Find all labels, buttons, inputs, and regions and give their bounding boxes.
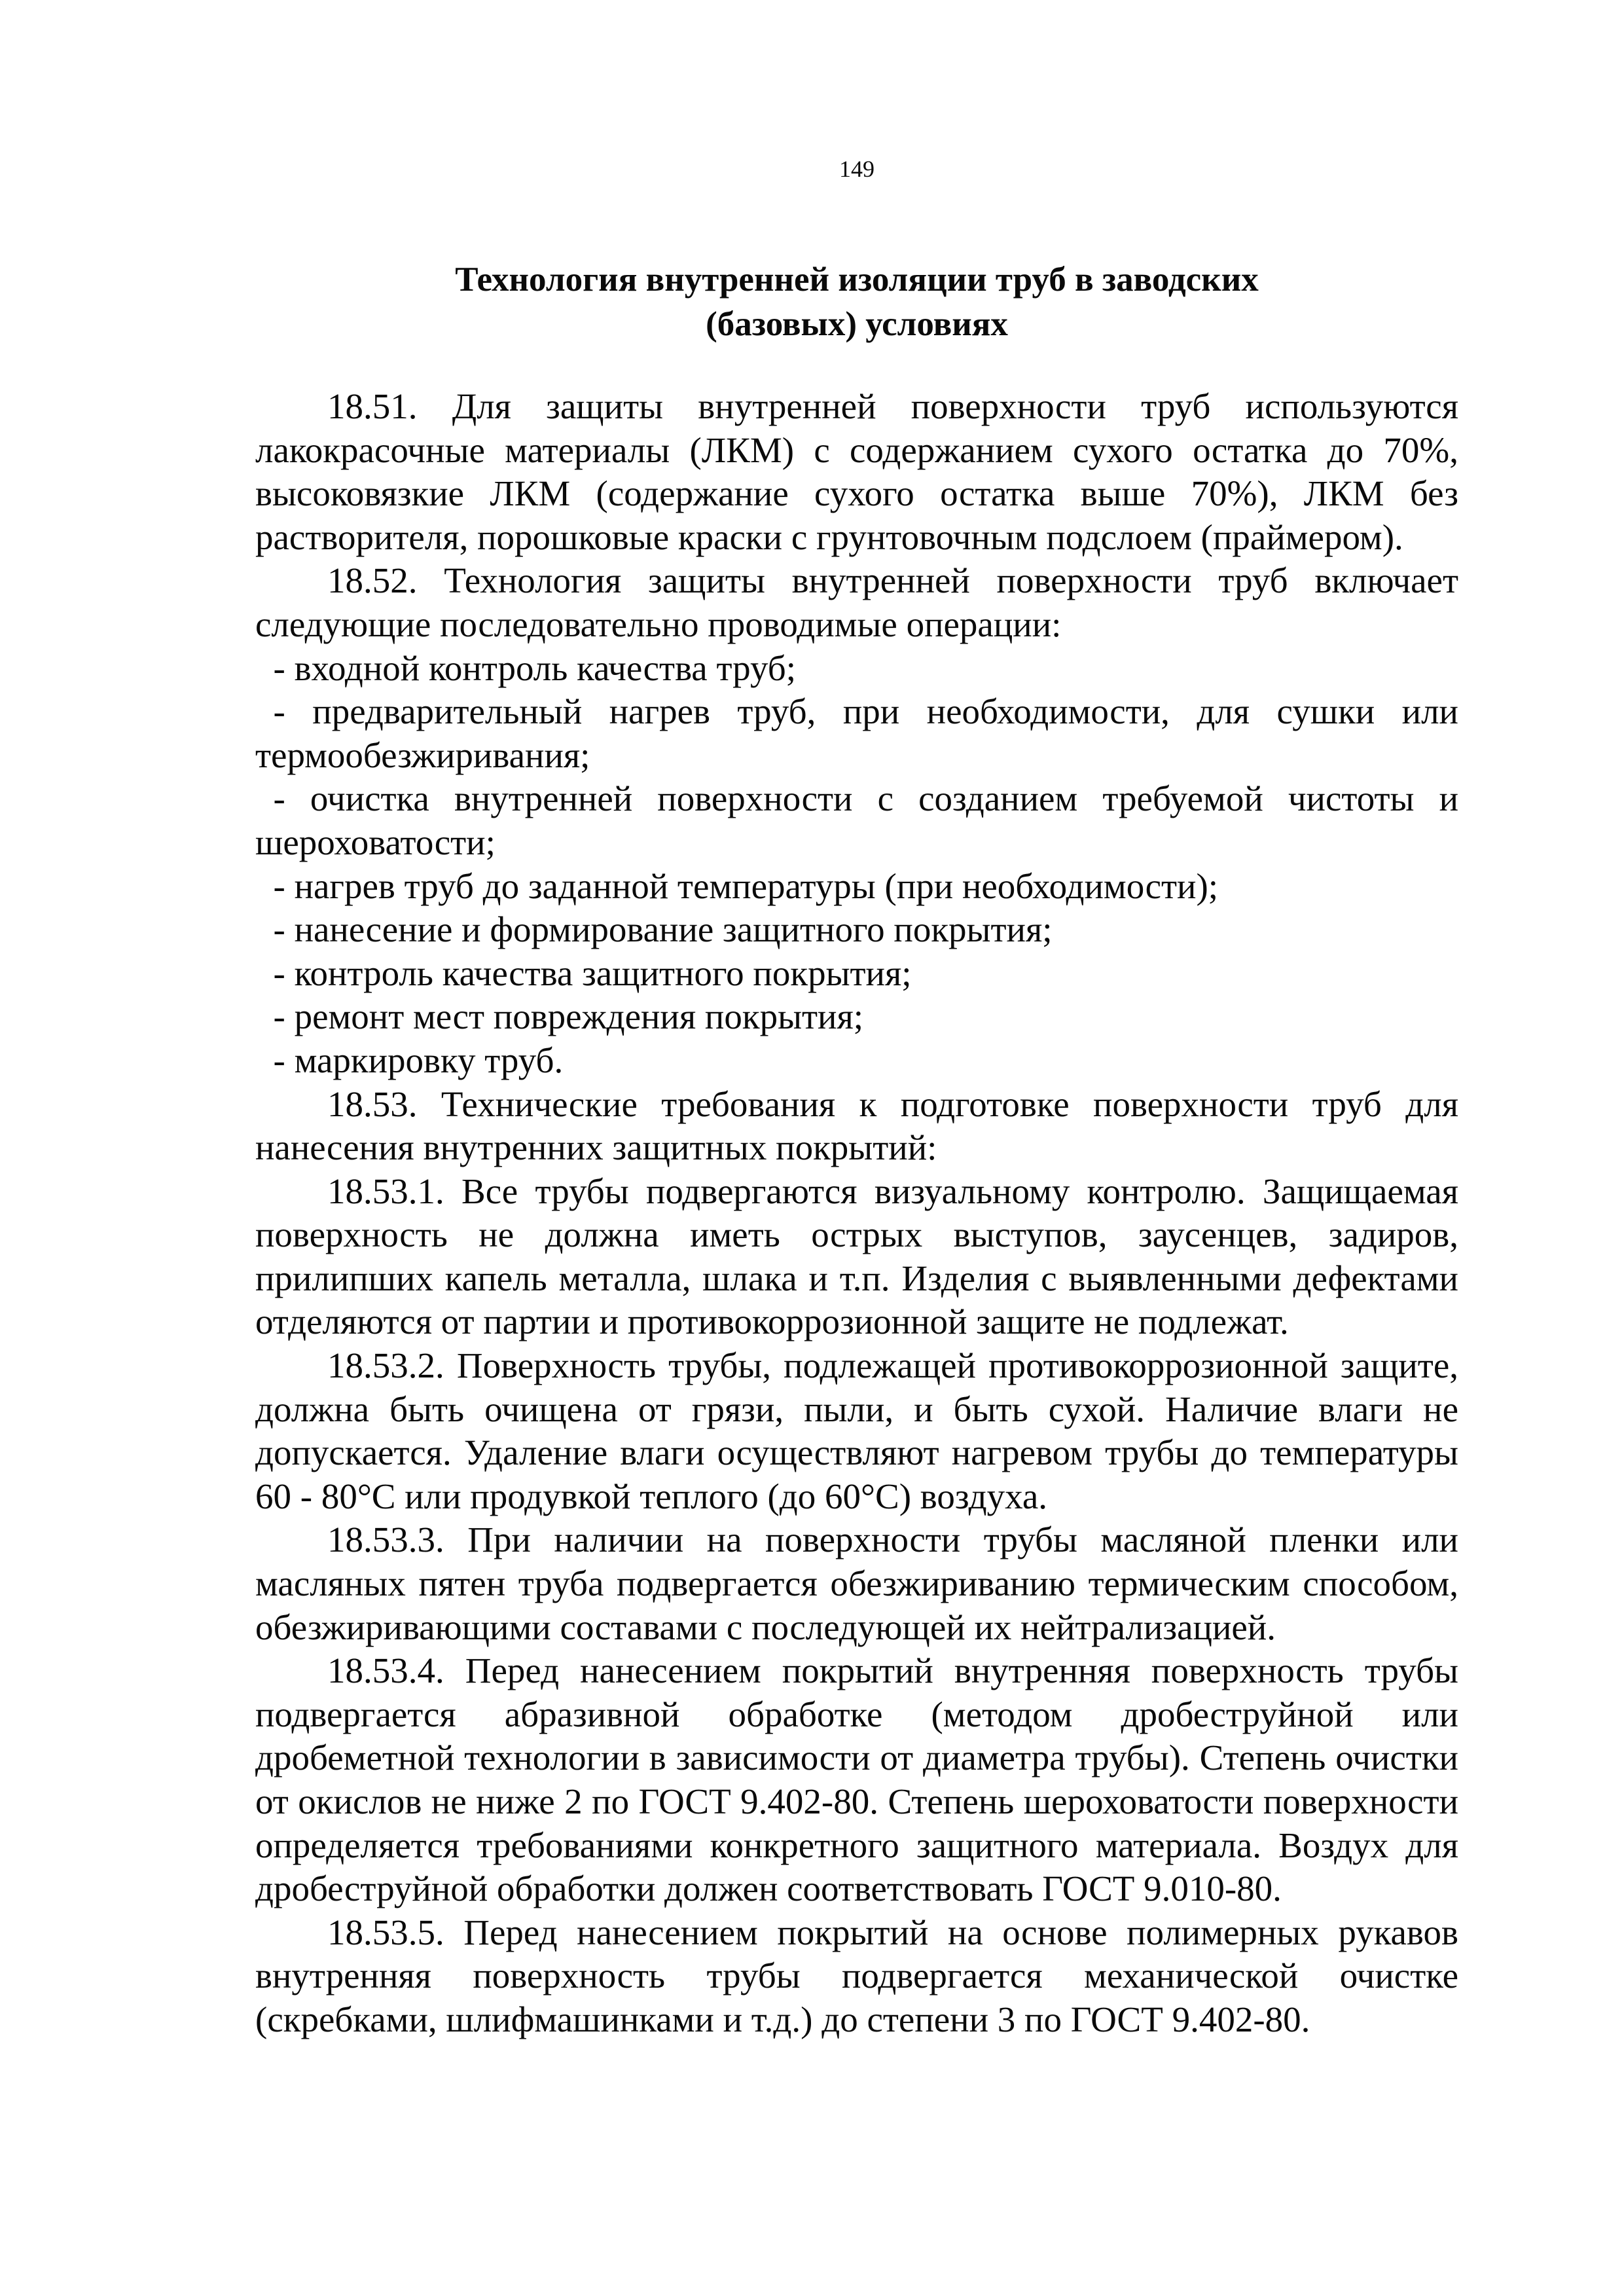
list-item: - нагрев труб до заданной температуры (при необходимости); — [273, 866, 1219, 906]
paragraph-18-53-1: 18.53.1. Все трубы подвергаются визуальному контролю. Защищаемая поверхность не должна иметь острых выступов, заусенцев, задиров, прилипших капель металла, шлака и т.п. Изделия с выявленными дефектами отделяются от партии и противокоррозионной защите не подлежат. — [255, 1171, 1458, 1342]
section-title-line-1: Технология внутренней изоляции труб в заводских — [455, 261, 1259, 299]
paragraph-18-53: 18.53. Технические требования к подготовке поверхности труб для нанесения внутренних защитных покрытий: — [255, 1084, 1458, 1168]
list-item: - маркировку труб. — [273, 1040, 564, 1080]
list-item: - контроль качества защитного покрытия; — [273, 953, 912, 993]
paragraph-18-53-5: 18.53.5. Перед нанесением покрытий на основе полимерных рукавов внутренняя поверхность трубы подвергается механической очистке (скребками, шлифмашинками и т.д.) до степени 3 по ГОСТ 9.402-80. — [255, 1912, 1458, 2039]
section-title-line-2: (базовых) условиях — [706, 305, 1008, 343]
paragraph-18-52: 18.52. Технология защиты внутренней поверхности труб включает следующие последовательно проводимые операции: — [255, 560, 1458, 644]
list-item: - очистка внутренней поверхности с созданием требуемой чистоты и шероховатости; — [255, 778, 1458, 862]
paragraph-18-53-4: 18.53.4. Перед нанесением покрытий внутренняя поверхность трубы подвергается абразивной обработке (методом дробеструйной или дробеметной технологии в зависимости от диаметра трубы). Степень очистки от окислов не ниже 2 по ГОСТ 9.402-80. Степень шероховатости поверхности определяется требованиями конкретного защитного материала. Воздух для дробеструйной обработки должен соответствовать ГОСТ 9.010-80. — [255, 1650, 1458, 1909]
list-item: - ремонт мест повреждения покрытия; — [273, 996, 864, 1037]
list-item: - предварительный нагрев труб, при необходимости, для сушки или термообезжиривания; — [255, 691, 1458, 775]
document-page — [255, 0, 1458, 2296]
page-number: 149 — [839, 156, 875, 182]
operations-list — [255, 647, 1458, 1083]
paragraph-18-53-2: 18.53.2. Поверхность трубы, подлежащей противокоррозионной защите, должна быть очищена от грязи, пыли, и быть сухой. Наличие влаги не допускается. Удаление влаги осуществляют нагревом трубы до температуры 60 - 80°С или продувкой теплого (до 60°С) воздуха. — [255, 1345, 1458, 1516]
document-body — [255, 385, 1458, 2042]
paragraph-18-51: 18.51. Для защиты внутренней поверхности труб используются лакокрасочные материалы (ЛКМ) с содержанием сухого остатка до 70%, высоковязкие ЛКМ (содержание сухого остатка выше 70%), ЛКМ без растворителя, порошковые краски с грунтовочным подслоем (праймером). — [255, 386, 1458, 557]
list-item: - входной контроль качества труб; — [273, 647, 796, 688]
list-item: - нанесение и формирование защитного покрытия; — [273, 909, 1053, 950]
paragraph-18-53-3: 18.53.3. При наличии на поверхности трубы масляной пленки или масляных пятен труба подвергается обезжириванию термическим способом, обезжиривающими составами с последующей их нейтрализацией. — [255, 1520, 1458, 1647]
section-title — [255, 257, 1458, 346]
